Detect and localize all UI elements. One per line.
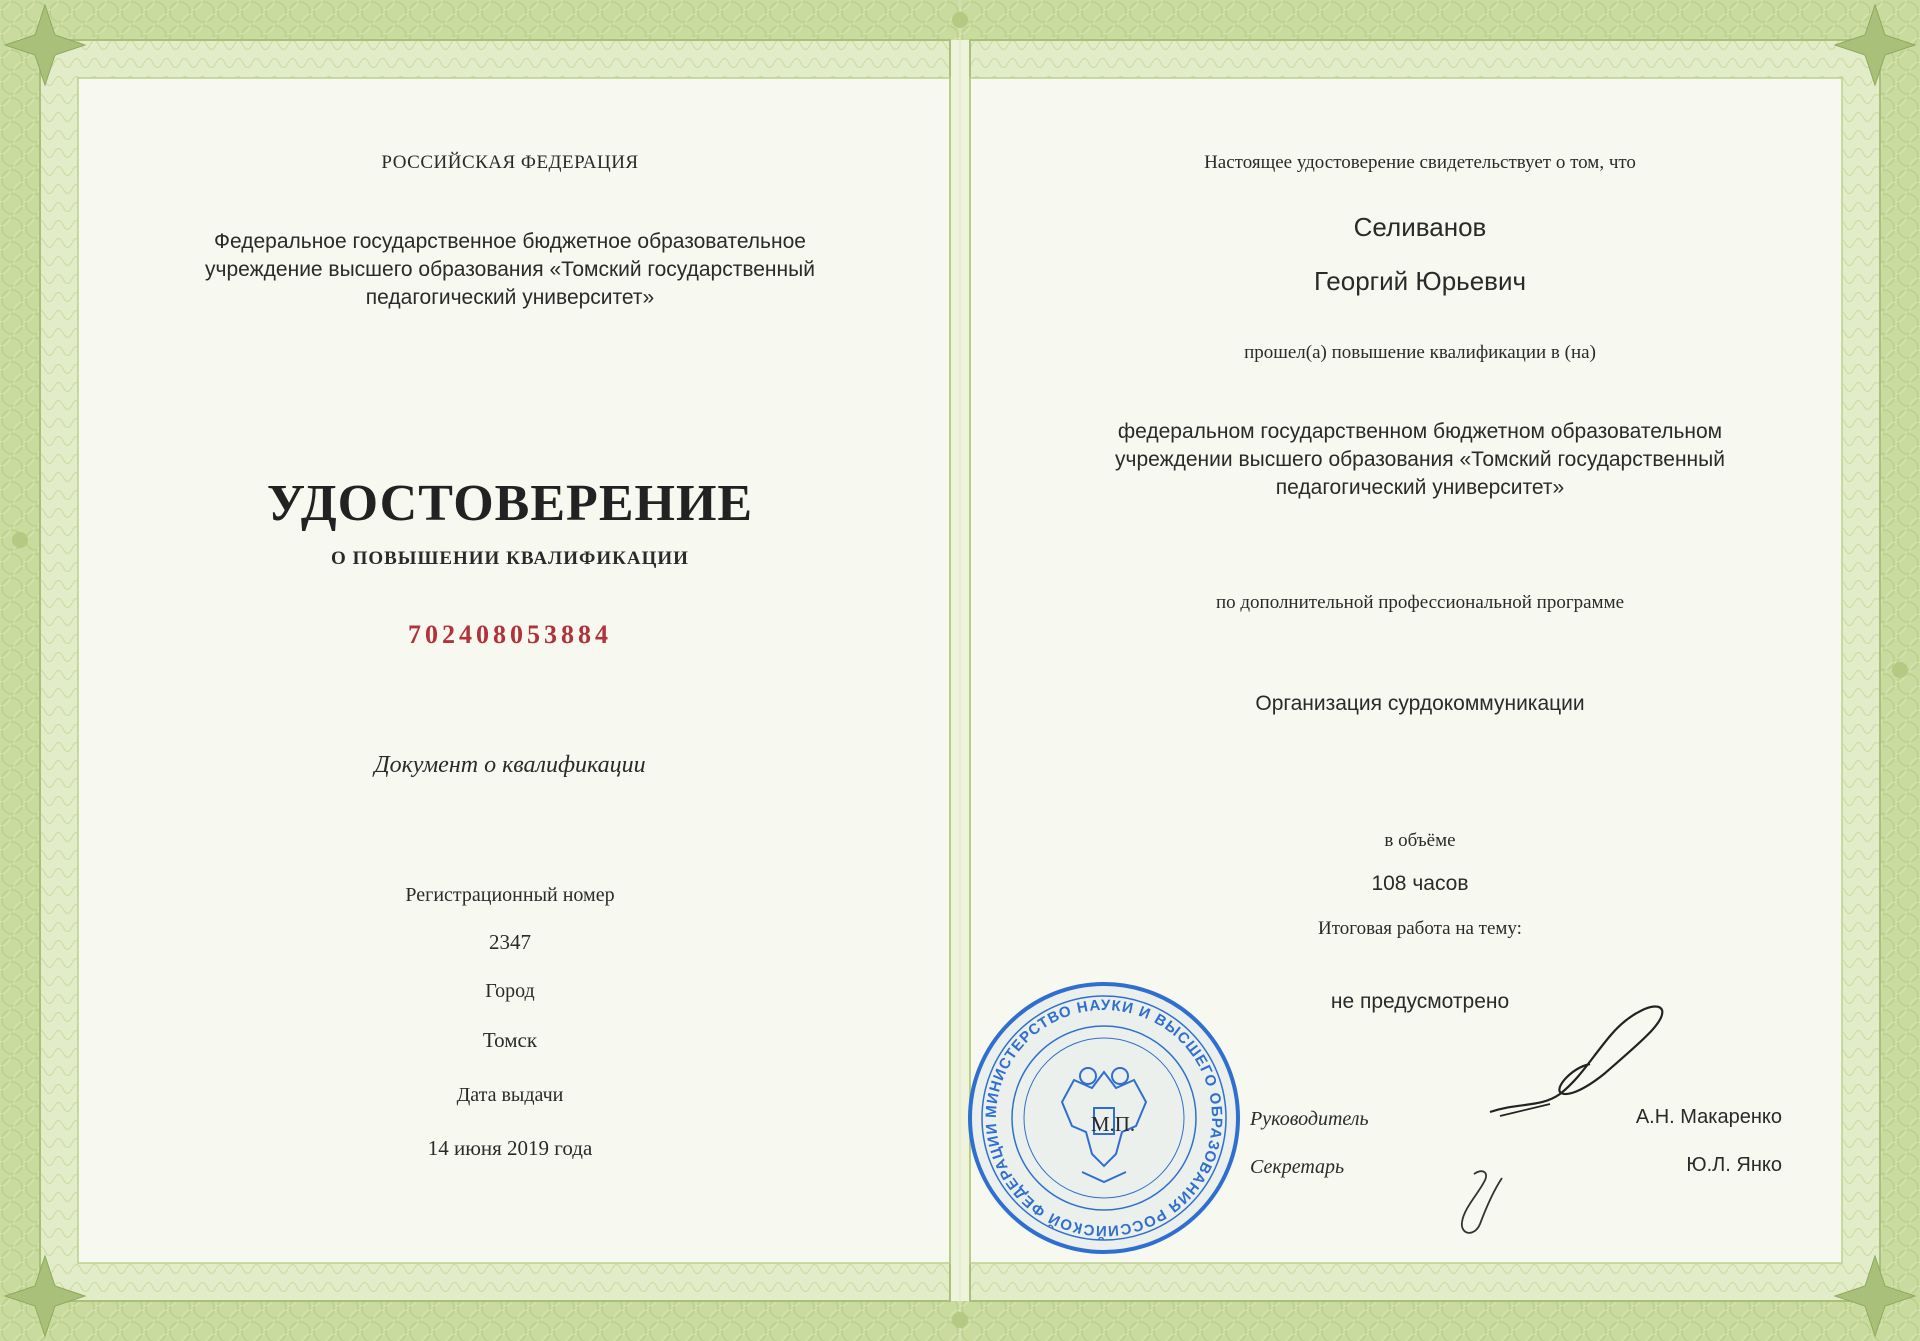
issuer-line-3: педагогический университет» bbox=[365, 286, 655, 309]
volume-label: в объёме bbox=[1384, 830, 1456, 851]
issue-date-label: Дата выдачи bbox=[456, 1084, 564, 1106]
secretary-label: Секретарь bbox=[1250, 1156, 1345, 1178]
final-work-value: не предусмотрено bbox=[1330, 990, 1510, 1013]
issuer-line-1: Федеральное государственное бюджетное образовательное bbox=[214, 230, 806, 253]
training-org-line-1: федеральном государственном бюджетном образовательном bbox=[1117, 420, 1723, 443]
training-organization bbox=[1000, 418, 1840, 502]
city-value: Томск bbox=[482, 1028, 538, 1052]
document-subtitle: О ПОВЫШЕНИИ КВАЛИФИКАЦИИ bbox=[331, 548, 689, 569]
program-label: по дополнительной профессиональной программе bbox=[1215, 592, 1625, 613]
country-header: РОССИЙСКАЯ ФЕДЕРАЦИЯ bbox=[381, 152, 639, 173]
secretary-name: Ю.Л. Янко bbox=[1686, 1154, 1782, 1176]
head-name: А.Н. Макаренко bbox=[1635, 1106, 1782, 1128]
document-type: Документ о квалификации bbox=[374, 752, 646, 778]
passed-text: прошел(а) повышение квалификации в (на) bbox=[1244, 342, 1596, 363]
stamp-place-mark: М.П. bbox=[1090, 1112, 1136, 1136]
secretary-signature bbox=[1444, 1164, 1524, 1244]
holder-given-names: Георгий Юрьевич bbox=[1313, 266, 1527, 296]
document-title: УДОСТОВЕРЕНИЕ bbox=[266, 475, 754, 532]
issue-date-value: 14 июня 2019 года bbox=[427, 1136, 593, 1160]
volume-value: 108 часов bbox=[1371, 872, 1469, 895]
final-work-label: Итоговая работа на тему: bbox=[1318, 918, 1522, 939]
registration-value: 2347 bbox=[489, 930, 531, 954]
city-label: Город bbox=[485, 980, 535, 1002]
intro-text: Настоящее удостоверение свидетельствует о том, что bbox=[1204, 152, 1636, 173]
issuer-organization bbox=[100, 228, 920, 312]
training-org-line-2: учреждении высшего образования «Томский государственный bbox=[1115, 448, 1725, 471]
holder-surname: Селиванов bbox=[1353, 212, 1487, 242]
training-org-line-3: педагогический университет» bbox=[1275, 476, 1565, 499]
program-name: Организация сурдокоммуникации bbox=[1255, 692, 1585, 715]
serial-number: 702408053884 bbox=[408, 620, 612, 649]
head-label: Руководитель bbox=[1250, 1108, 1369, 1130]
stamp-ring-text: МИНИСТЕРСТВО НАУКИ И ВЫСШЕГО ОБРАЗОВАНИЯ РОССИЙСКОЙ ФЕДЕРАЦИИ bbox=[982, 996, 1226, 1240]
head-signature bbox=[1480, 990, 1680, 1130]
registration-label: Регистрационный номер bbox=[405, 884, 615, 906]
issuer-line-2: учреждение высшего образования «Томский государственный bbox=[205, 258, 815, 281]
